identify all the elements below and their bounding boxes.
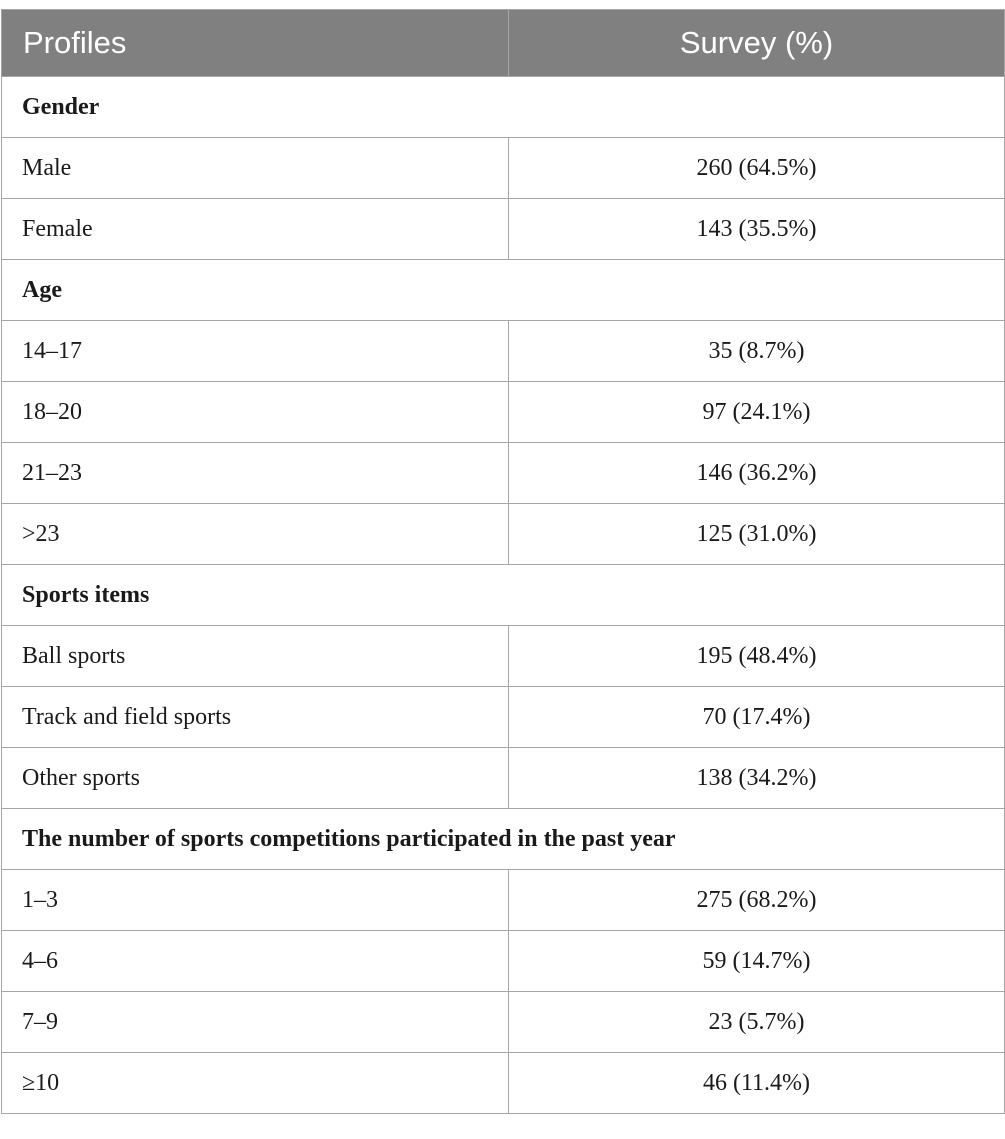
section-row <box>2 809 1005 870</box>
row-value: 195 (48.4%) <box>509 626 1005 687</box>
table-row <box>2 504 1005 565</box>
header-profiles: Profiles <box>2 10 509 77</box>
table-row <box>2 138 1005 199</box>
row-value: 138 (34.2%) <box>509 748 1005 809</box>
table-row <box>2 199 1005 260</box>
section-row <box>2 565 1005 626</box>
row-label: Ball sports <box>2 626 509 687</box>
table-row <box>2 748 1005 809</box>
row-label: 18–20 <box>2 382 509 443</box>
row-label: Female <box>2 199 509 260</box>
table-row <box>2 1053 1005 1114</box>
row-label: ≥10 <box>2 1053 509 1114</box>
row-label: 4–6 <box>2 931 509 992</box>
row-value: 59 (14.7%) <box>509 931 1005 992</box>
row-label: 14–17 <box>2 321 509 382</box>
row-value: 70 (17.4%) <box>509 687 1005 748</box>
row-value: 275 (68.2%) <box>509 870 1005 931</box>
table-row <box>2 321 1005 382</box>
row-label: 7–9 <box>2 992 509 1053</box>
table-row <box>2 626 1005 687</box>
header-survey: Survey (%) <box>509 10 1005 77</box>
table-row <box>2 443 1005 504</box>
section-title-competitions: The number of sports competitions participated in the past year <box>2 809 1005 870</box>
row-value: 260 (64.5%) <box>509 138 1005 199</box>
table-row <box>2 931 1005 992</box>
row-label: Track and field sports <box>2 687 509 748</box>
row-label: >23 <box>2 504 509 565</box>
row-value: 143 (35.5%) <box>509 199 1005 260</box>
table-row <box>2 992 1005 1053</box>
row-label: Male <box>2 138 509 199</box>
row-label: 21–23 <box>2 443 509 504</box>
table-row <box>2 382 1005 443</box>
table-header-row <box>2 10 1005 77</box>
section-row <box>2 77 1005 138</box>
section-title-gender: Gender <box>2 77 1005 138</box>
row-value: 23 (5.7%) <box>509 992 1005 1053</box>
section-row <box>2 260 1005 321</box>
table-row <box>2 870 1005 931</box>
row-value: 97 (24.1%) <box>509 382 1005 443</box>
row-label: 1–3 <box>2 870 509 931</box>
row-value: 125 (31.0%) <box>509 504 1005 565</box>
row-label: Other sports <box>2 748 509 809</box>
section-title-sports-items: Sports items <box>2 565 1005 626</box>
row-value: 35 (8.7%) <box>509 321 1005 382</box>
row-value: 46 (11.4%) <box>509 1053 1005 1114</box>
profiles-table <box>1 9 1005 1114</box>
table-row <box>2 687 1005 748</box>
section-title-age: Age <box>2 260 1005 321</box>
row-value: 146 (36.2%) <box>509 443 1005 504</box>
